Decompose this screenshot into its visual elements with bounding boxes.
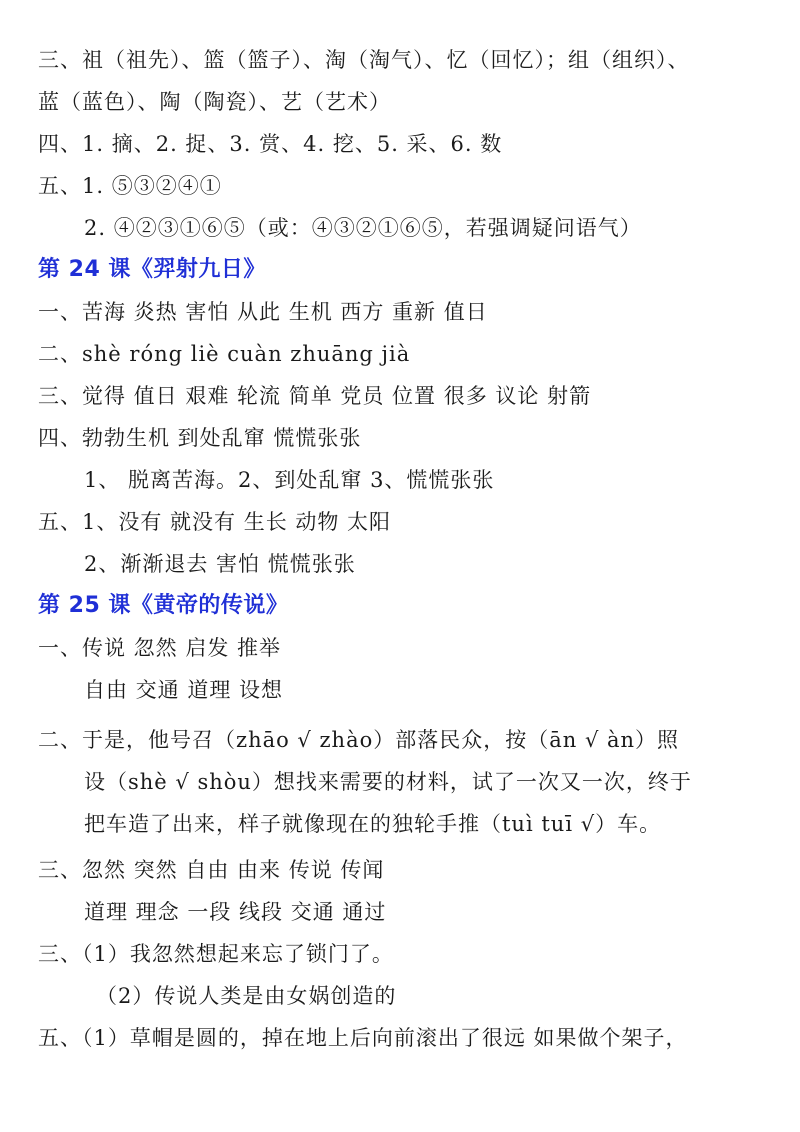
answer-line-3-chars: 三、祖（祖先）、篮（篮子）、淘（淘气）、忆（回忆）；组（组织）、 [38,48,690,72]
l24-answer-4: 四、勃勃生机 到处乱窜 慌慌张张 [38,426,362,450]
l24-answer-2-pinyin: 二、shè róng liè cuàn zhuāng jià [38,342,411,366]
l25-answer-2-cont-b: 把车造了出来，样子就像现在的独轮手推（tuì tuī √）车。 [84,812,662,836]
answer-line-5-order-1: 五、1. ⑤③②④① [38,174,222,198]
l25-answer-5: 五、（1）草帽是圆的，掉在地上后向前滚出了很远 如果做个架子， [38,1026,688,1050]
l25-answer-3-cont: 道理 理念 一段 线段 交通 通过 [84,900,387,924]
lesson-24-heading: 第 24 课《羿射九日》 [38,257,266,282]
l25-answer-sentence-1: 三、（1）我忽然想起来忘了锁门了。 [38,942,394,966]
l25-answer-1-cont: 自由 交通 道理 设想 [84,678,284,702]
answer-line-5-order-2: 2. ④②③①⑥⑤（或：④③②①⑥⑤，若强调疑问语气） [84,216,642,240]
l24-answer-4-sub: 1、 脱离苦海。2、到处乱窜 3、慌慌张张 [84,468,495,492]
answer-line-4-verbs: 四、1. 摘、2. 捉、3. 赏、4. 挖、5. 采、6. 数 [38,132,503,156]
l25-answer-sentence-2: （2）传说人类是由女娲创造的 [96,984,397,1008]
answer-line-3-chars-cont: 蓝（蓝色）、陶（陶瓷）、艺（艺术） [38,90,391,114]
l24-answer-1: 一、苦海 炎热 害怕 从此 生机 西方 重新 值日 [38,300,488,324]
l25-answer-3: 三、忽然 突然 自由 由来 传说 传闻 [38,858,385,882]
l25-answer-2-cont-a: 设（shè √ shòu）想找来需要的材料，试了一次又一次，终于 [84,770,692,794]
l25-answer-1: 一、传说 忽然 启发 推举 [38,636,282,660]
l25-answer-2: 二、于是，他号召（zhāo √ zhào）部落民众，按（ān √ àn）照 [38,728,680,752]
l24-answer-3: 三、觉得 值日 艰难 轮流 简单 党员 位置 很多 议论 射箭 [38,384,592,408]
l24-answer-5: 五、1、没有 就没有 生长 动物 太阳 [38,510,392,534]
lesson-25-heading: 第 25 课《黄帝的传说》 [38,593,289,618]
l24-answer-5-sub: 2、渐渐退去 害怕 慌慌张张 [84,552,356,576]
